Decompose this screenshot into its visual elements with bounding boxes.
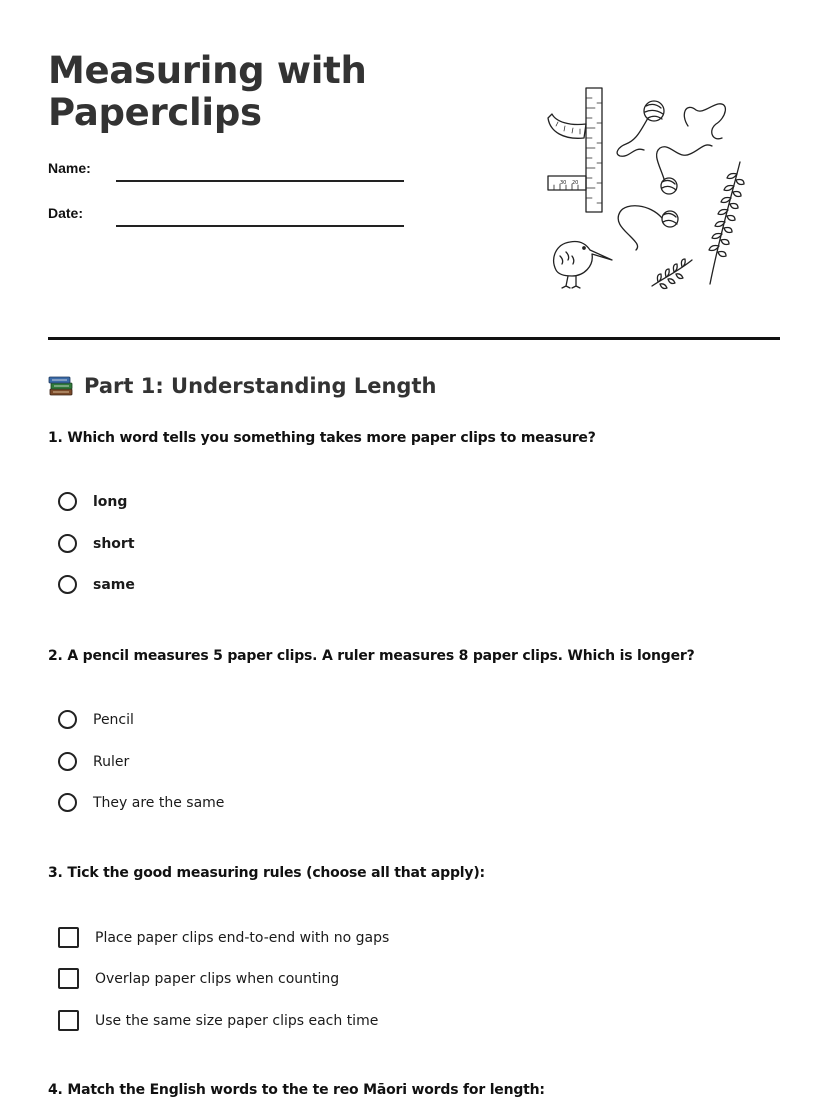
- q2-option-pencil[interactable]: [58, 710, 134, 729]
- vertical-ruler-icon: [586, 88, 602, 212]
- section-divider: [48, 337, 780, 340]
- option-label: long: [93, 493, 128, 510]
- date-label: Date:: [48, 205, 84, 221]
- q1-option-short[interactable]: [58, 534, 135, 553]
- question-2: 2. A pencil measures 5 paper clips. A ruler measures 8 paper clips. Which is longer?: [48, 648, 695, 664]
- checkbox[interactable]: [58, 927, 79, 948]
- checkbox[interactable]: [58, 968, 79, 989]
- checkbox[interactable]: [58, 1010, 79, 1031]
- measuring-illustration: [540, 84, 750, 294]
- tape-measure-icon: [548, 114, 586, 138]
- q1-option-long[interactable]: [58, 492, 127, 511]
- title-line-2: Paperclips: [48, 91, 262, 134]
- question-4: 4. Match the English words to the te reo Māori words for length:: [48, 1082, 545, 1098]
- option-label: Pencil: [93, 711, 134, 728]
- books-icon: [48, 374, 74, 398]
- q3-option-no-gaps[interactable]: [58, 927, 389, 948]
- ruler-number-left: 30: [560, 180, 567, 186]
- radio-button[interactable]: [58, 492, 77, 511]
- question-3: 3. Tick the good measuring rules (choose all that apply):: [48, 865, 485, 881]
- question-1: 1. Which word tells you something takes more paper clips to measure?: [48, 430, 596, 446]
- kiwi-bird-icon: [554, 241, 612, 288]
- page-title: [48, 50, 468, 134]
- option-label: Ruler: [93, 753, 130, 770]
- name-label: Name:: [48, 160, 91, 176]
- date-field[interactable]: [116, 225, 404, 227]
- q2-option-same[interactable]: [58, 793, 224, 812]
- q1-option-same[interactable]: [58, 575, 135, 594]
- radio-button[interactable]: [58, 752, 77, 771]
- q2-option-ruler[interactable]: [58, 752, 129, 771]
- option-label: Overlap paper clips when counting: [95, 970, 340, 987]
- option-label: same: [93, 576, 135, 593]
- title-line-1: Measuring with: [48, 49, 367, 92]
- option-label: short: [93, 535, 135, 552]
- radio-button[interactable]: [58, 793, 77, 812]
- q3-option-overlap[interactable]: [58, 968, 339, 989]
- part1-heading: [48, 374, 436, 398]
- part1-heading-text: Part 1: Understanding Length: [84, 374, 437, 398]
- ruler-number-right: 20: [572, 180, 579, 186]
- name-field[interactable]: [116, 180, 404, 182]
- radio-button[interactable]: [58, 710, 77, 729]
- radio-button[interactable]: [58, 575, 77, 594]
- option-label: Use the same size paper clips each time: [95, 1012, 379, 1029]
- q3-option-same-size[interactable]: [58, 1010, 378, 1031]
- option-label: Place paper clips end-to-end with no gaps: [95, 929, 390, 946]
- radio-button[interactable]: [58, 534, 77, 553]
- option-label: They are the same: [93, 794, 225, 811]
